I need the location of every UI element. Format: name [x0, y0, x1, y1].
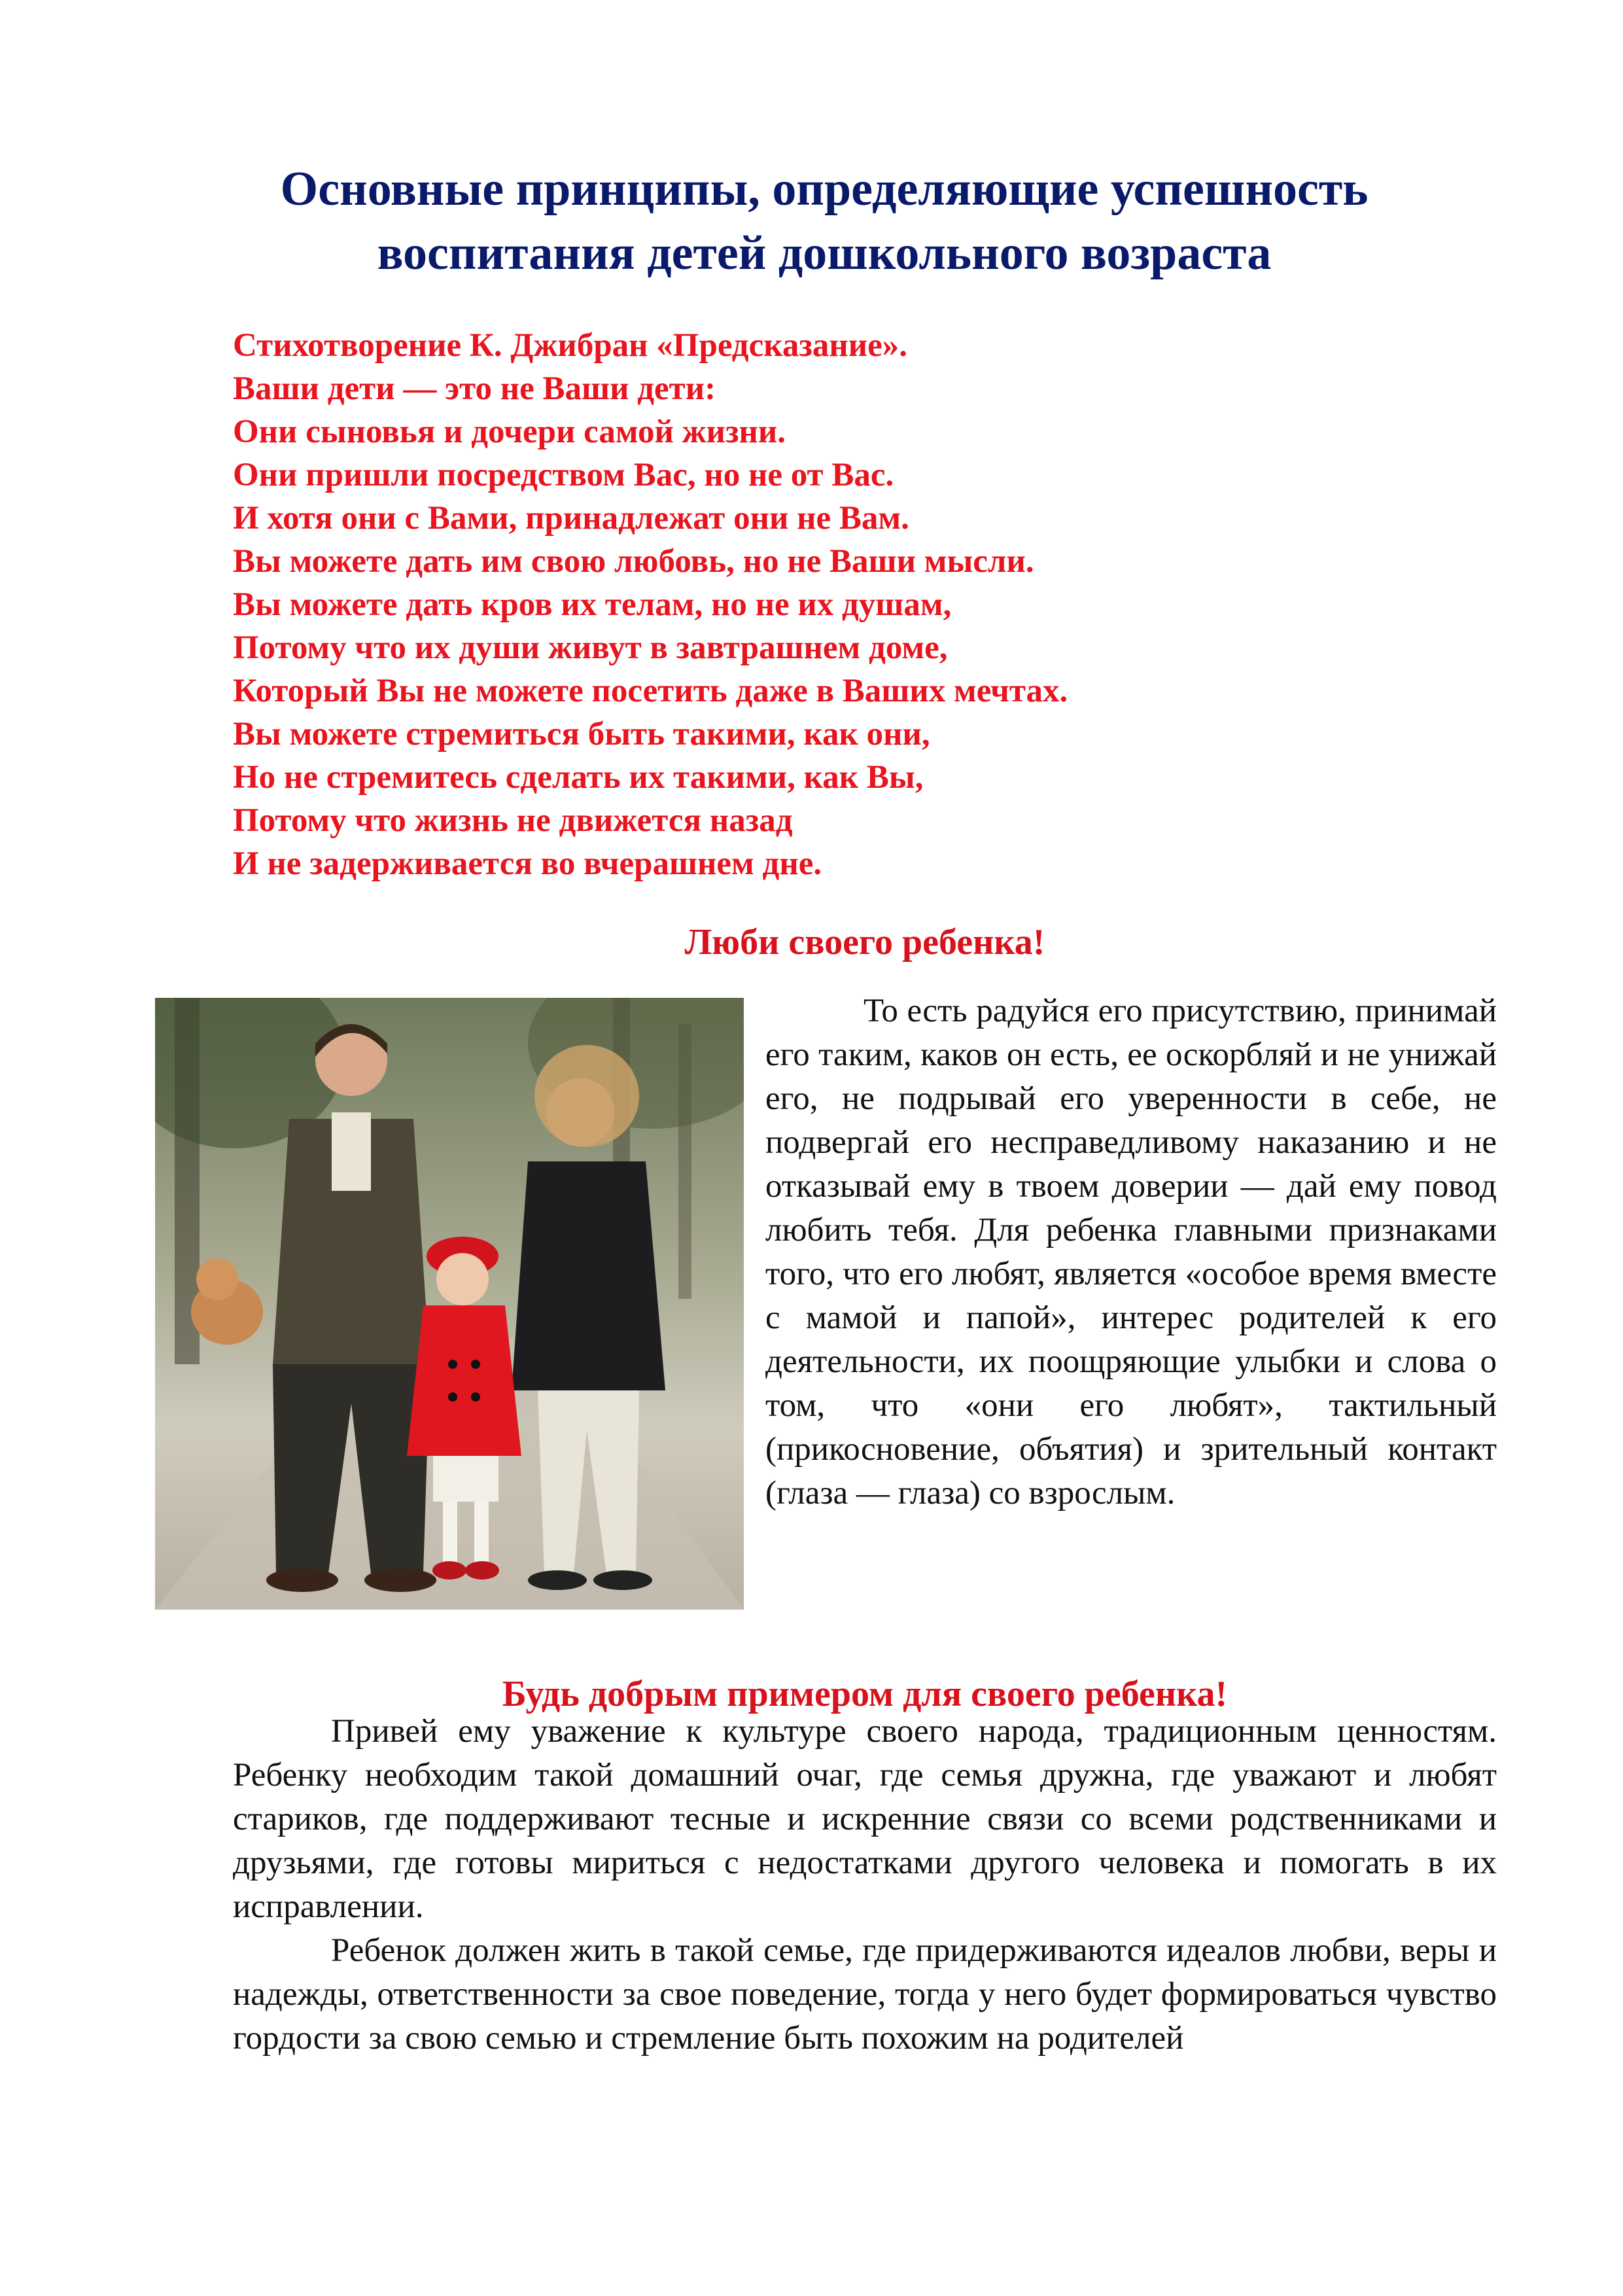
poem-line: И хотя они с Вами, принадлежат они не Вам. [233, 500, 909, 537]
family-photo [155, 998, 744, 1610]
paragraph: То есть радуйся его присутствию, принимай его таким, каков он есть, ее оскорбляй и не унижай его, не подрывай его уверенности в себе, не подвергай его несправедливому наказанию и не отказывай ему в твоем доверии — дай ему повод любить тебя. Для ребенка главными признаками того, что его любят, является «особое время вместе с мамой и папой», интерес родителей к его деятельности, их поощряющие улыбки и слова о том, что «они его любят», тактильный (прикосновение, объятия) и зрительный контакт (глаза — глаза) со взрослым. [765, 993, 1497, 1511]
section-heading-example: Будь добрым примером для своего ребенка! [502, 1674, 1228, 1714]
section-heading-love: Люби своего ребенка! [684, 922, 1045, 963]
poem-line: Вы можете дать им свою любовь, но не Ваши мысли. [233, 543, 1034, 580]
poem-line: Но не стремитесь сделать их такими, как Вы, [233, 759, 924, 796]
poem-line: Вы можете дать кров их телам, но не их душам, [233, 586, 952, 623]
poem-line: И не задерживается во вчерашнем дне. [233, 845, 822, 882]
poem [233, 324, 1476, 885]
poem-line: Они сыновья и дочери самой жизни. [233, 414, 786, 450]
page-title-line-2: воспитания детей дошкольного возраста [377, 226, 1272, 280]
poem-line: Который Вы не можете посетить даже в Ваших мечтах. [233, 673, 1068, 709]
section-love-text [765, 989, 1497, 1515]
poem-line: Ваши дети — это не Ваши дети: [233, 370, 716, 407]
poem-line: Они пришли посредством Вас, но не от Вас. [233, 457, 894, 493]
page-title-line-1: Основные принципы, определяющие успешность [280, 162, 1369, 216]
poem-line: Стихотворение К. Джибран «Предсказание». [233, 327, 908, 364]
poem-line: Потому что жизнь не движется назад [233, 802, 793, 839]
poem-line: Потому что их души живут в завтрашнем доме, [233, 629, 948, 666]
page-title [196, 157, 1452, 285]
paragraph: Привей ему уважение к культуре своего народа, традиционным ценностям. Ребенку необходим такой домашний очаг, где семья дружна, где уважают и любят стариков, где поддерживают тесные и искренние связи со всеми родственниками и друзьями, где готовы мириться с недостатками другого человека и помогать в их исправлении. [233, 1713, 1497, 1925]
section-example-text [233, 1710, 1497, 2060]
paragraph: Ребенок должен жить в такой семье, где придерживаются идеалов любви, веры и надежды, ответственности за свое поведение, тогда у него будет формироваться чувство гордости за свою семью и стремление быть похожим на родителей [233, 1932, 1497, 2057]
poem-line: Вы можете стремиться быть такими, как они, [233, 716, 930, 752]
